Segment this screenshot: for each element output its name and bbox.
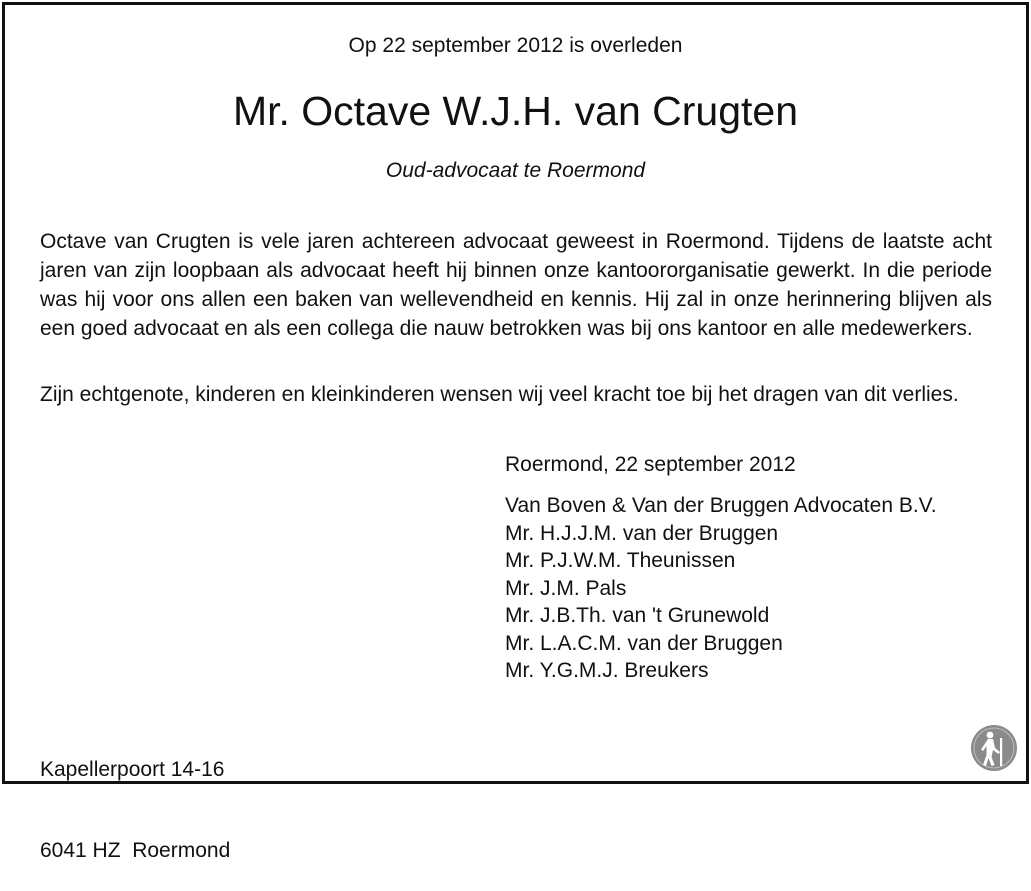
tribute-paragraph: Octave van Crugten is vele jaren achtereen advocaat geweest in Roermond. Tijdens de laatste acht jaren van zijn loopbaan als advocaat heeft hij binnen onze kantoororganisatie gewerkt. In die periode was hij voor ons allen een baken van wellevendheid en kennis. Hij zal in onze herinnering blijven als een goed advocaat en als een collega die nauw betrokken was bij ons kantoor en alle medewerkers. xyxy=(40,230,992,340)
signer-firm: Van Boven & Van der Bruggen Advocaten B.V. xyxy=(505,494,937,517)
signer-name: Mr. P.J.W.M. Theunissen xyxy=(505,549,736,572)
place-date: Roermond, 22 september 2012 xyxy=(505,453,796,476)
memorial-figure-icon xyxy=(970,724,1018,772)
signer-name: Mr. J.M. Pals xyxy=(505,576,627,600)
signer-name: Mr. J.B.Th. van 't Grunewold xyxy=(505,604,770,627)
address-block xyxy=(40,702,230,891)
signers-list xyxy=(505,492,937,685)
address-street: Kapellerpoort 14-16 xyxy=(40,758,225,781)
death-announcement-line: Op 22 september 2012 is overleden xyxy=(348,34,683,57)
condolence-paragraph: Zijn echtgenote, kinderen en kleinkinderen wensen wij veel kracht toe bij het dragen van dit verlies. xyxy=(40,383,959,406)
signer-name: Mr. Y.G.M.J. Breukers xyxy=(505,659,709,682)
deceased-title: Oud-advocaat te Roermond xyxy=(385,159,646,182)
signer-name: Mr. L.A.C.M. van der Bruggen xyxy=(505,631,783,655)
address-city: 6041 HZ Roermond xyxy=(40,839,231,862)
signer-name: Mr. H.J.J.M. van der Bruggen xyxy=(505,521,779,545)
deceased-name: Mr. Octave W.J.H. van Crugten xyxy=(232,88,799,134)
